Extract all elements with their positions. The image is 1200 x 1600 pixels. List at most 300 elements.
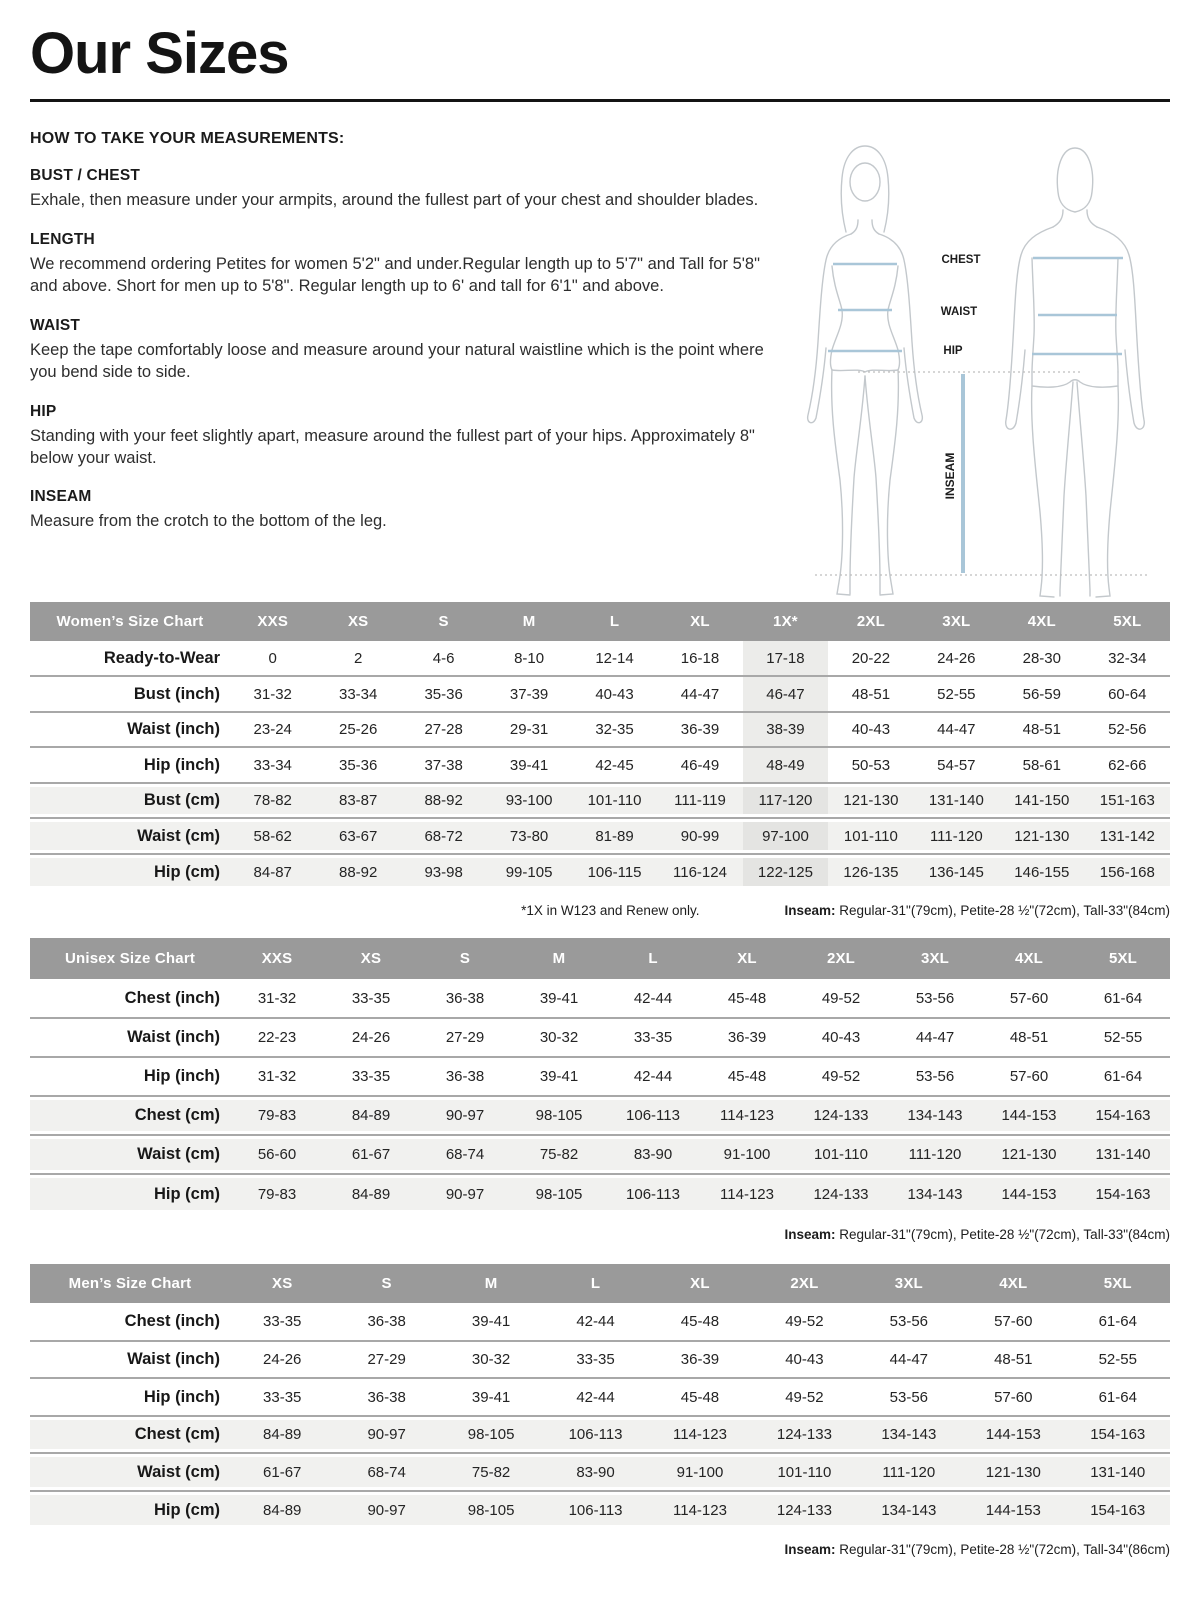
size-cell: 75-82 xyxy=(439,1453,543,1491)
size-cell: 45-48 xyxy=(680,1313,720,1331)
size-cell: 37-39 xyxy=(486,676,571,712)
size-cell: 49-52 xyxy=(785,1313,824,1331)
size-cell: 84-89 xyxy=(324,1174,418,1213)
size-cell: 98-105 xyxy=(439,1491,543,1529)
size-cell: 90-97 xyxy=(418,1174,512,1213)
size-cell: 46-49 xyxy=(657,747,742,783)
row-label: Bust (inch) xyxy=(30,676,230,712)
size-cell: 31-32 xyxy=(257,989,297,1007)
size-cell: 57-60 xyxy=(982,1057,1076,1096)
size-cell: 90-97 xyxy=(418,1096,512,1135)
size-cell: 98-105 xyxy=(512,1174,606,1213)
size-column-header: 3XL xyxy=(857,1264,961,1303)
section-heading-waist: WAIST xyxy=(30,316,81,334)
table-row xyxy=(30,1135,1170,1174)
size-column-header: XXS xyxy=(230,602,315,641)
section-body-inseam: Measure from the crotch to the bottom of the leg. xyxy=(30,512,387,531)
size-cell: 42-44 xyxy=(576,1313,615,1331)
size-cell: 33-35 xyxy=(263,1313,302,1331)
size-cell: 33-35 xyxy=(324,1057,418,1096)
size-cell: 144-153 xyxy=(982,1096,1076,1135)
table-title: Men’s Size Chart xyxy=(30,1264,230,1303)
row-label: Bust (cm) xyxy=(30,783,230,819)
size-cell: 56-59 xyxy=(999,676,1084,712)
footnote-inseam-men: Inseam: Regular-31"(79cm), Petite-28 ½"(72cm), Tall-34"(86cm) xyxy=(784,1542,1170,1558)
size-cell: 44-47 xyxy=(857,1341,961,1379)
size-cell: 91-100 xyxy=(700,1135,794,1174)
size-cell: 53-56 xyxy=(888,1057,982,1096)
size-column-header: 4XL xyxy=(999,602,1084,641)
size-cell: 124-133 xyxy=(794,1096,888,1135)
size-column-header: S xyxy=(418,938,512,979)
size-cell: 121-130 xyxy=(999,818,1084,854)
size-cell: 39-41 xyxy=(471,1313,511,1331)
size-cell: 57-60 xyxy=(994,1313,1033,1331)
size-cell: 121-130 xyxy=(828,783,913,819)
size-column-header: S xyxy=(334,1264,438,1303)
size-cell: 68-72 xyxy=(401,818,486,854)
size-cell: 126-135 xyxy=(828,854,913,890)
size-cell: 134-143 xyxy=(857,1491,961,1529)
hip-label: HIP xyxy=(943,344,963,357)
size-cell: 22-23 xyxy=(230,1018,324,1057)
size-cell: 134-143 xyxy=(888,1096,982,1135)
size-cell: 36-39 xyxy=(657,712,742,748)
size-cell: 27-29 xyxy=(418,1018,512,1057)
size-cell: 17-18 xyxy=(743,641,828,677)
size-cell: 68-74 xyxy=(334,1453,438,1491)
size-cell: 32-34 xyxy=(1108,649,1147,667)
size-cell: 60-64 xyxy=(1085,676,1170,712)
size-cell: 134-143 xyxy=(857,1416,961,1454)
size-cell: 106-113 xyxy=(606,1096,700,1135)
size-cell: 39-41 xyxy=(539,989,579,1007)
size-cell: 79-83 xyxy=(230,1096,324,1135)
size-cell: 122-125 xyxy=(743,854,828,890)
size-cell: 61-64 xyxy=(1098,1313,1137,1331)
size-cell: 31-32 xyxy=(230,1057,324,1096)
size-column-header: M xyxy=(486,602,571,641)
size-cell: 4-6 xyxy=(432,649,455,667)
size-cell: 84-89 xyxy=(230,1416,334,1454)
size-cell: 111-119 xyxy=(657,783,742,819)
size-cell: 106-113 xyxy=(543,1491,647,1529)
size-cell: 48-51 xyxy=(982,1018,1076,1057)
size-cell: 79-83 xyxy=(230,1174,324,1213)
size-cell: 20-22 xyxy=(851,649,891,667)
size-column-header: L xyxy=(543,1264,647,1303)
size-cell: 40-43 xyxy=(828,712,913,748)
size-cell: 23-24 xyxy=(230,712,315,748)
table-row xyxy=(30,1341,1170,1379)
size-cell: 36-38 xyxy=(445,989,485,1007)
dotted-guide-lines xyxy=(815,372,1148,575)
size-cell: 93-100 xyxy=(486,783,571,819)
row-label: Ready-to-Wear xyxy=(103,648,220,667)
size-cell: 106-115 xyxy=(572,854,657,890)
size-cell: 33-34 xyxy=(315,676,400,712)
row-label: Hip (cm) xyxy=(30,1491,230,1529)
size-cell: 48-51 xyxy=(999,712,1084,748)
table-header-row xyxy=(30,1264,1170,1303)
table-row xyxy=(30,747,1170,783)
table-row xyxy=(30,979,1170,1018)
section-body-length: We recommend ordering Petites for women 5'2" and under.Regular length up to 5'7" and Tall for 5'8" and above. Short for men up to 5'8". Regular length up to 6' and tall for 6'1" and above. xyxy=(30,254,760,295)
size-cell: 88-92 xyxy=(401,783,486,819)
size-cell: 33-35 xyxy=(351,989,391,1007)
size-cell: 52-55 xyxy=(1076,1018,1170,1057)
table-row xyxy=(30,854,1170,890)
size-cell: 111-120 xyxy=(914,818,999,854)
size-column-header: 2XL xyxy=(752,1264,856,1303)
table-row xyxy=(30,1416,1170,1454)
size-cell: 106-113 xyxy=(606,1174,700,1213)
size-cell: 48-51 xyxy=(828,676,913,712)
size-table xyxy=(30,1264,1170,1528)
row-label: Waist (inch) xyxy=(30,1341,230,1379)
size-cell: 90-97 xyxy=(334,1416,438,1454)
size-cell: 111-120 xyxy=(857,1453,961,1491)
table-row xyxy=(30,818,1170,854)
size-cell: 134-143 xyxy=(888,1174,982,1213)
size-cell: 35-36 xyxy=(315,747,400,783)
size-cell: 33-34 xyxy=(230,747,315,783)
size-cell: 36-38 xyxy=(334,1378,438,1416)
size-column-header: S xyxy=(401,602,486,641)
size-cell: 27-28 xyxy=(401,712,486,748)
row-label: Waist (cm) xyxy=(30,818,230,854)
size-cell: 61-64 xyxy=(1103,989,1143,1007)
size-cell: 106-113 xyxy=(543,1416,647,1454)
size-column-header: L xyxy=(606,938,700,979)
size-cell: 91-100 xyxy=(648,1453,752,1491)
how-to-heading: HOW TO TAKE YOUR MEASUREMENTS: xyxy=(30,129,345,147)
size-cell: 52-55 xyxy=(914,676,999,712)
title-divider xyxy=(30,99,1170,102)
size-cell: 101-110 xyxy=(828,818,913,854)
table-row xyxy=(30,1378,1170,1416)
size-cell: 124-133 xyxy=(752,1416,856,1454)
size-column-header: 5XL xyxy=(1085,602,1170,641)
size-cell: 117-120 xyxy=(743,783,828,819)
size-cell: 30-32 xyxy=(439,1341,543,1379)
size-cell: 121-130 xyxy=(982,1135,1076,1174)
size-table xyxy=(30,602,1170,890)
size-cell: 61-67 xyxy=(324,1135,418,1174)
size-cell: 28-30 xyxy=(1022,649,1061,667)
footnote-inseam-unisex: Inseam: Regular-31"(79cm), Petite-28 ½"(72cm), Tall-33"(84cm) xyxy=(784,1227,1170,1243)
size-cell: 154-163 xyxy=(1066,1416,1171,1454)
size-cell: 116-124 xyxy=(657,854,742,890)
size-cell: 24-26 xyxy=(324,1018,418,1057)
size-cell: 146-155 xyxy=(999,854,1084,890)
size-column-header: 5XL xyxy=(1076,938,1170,979)
size-cell: 144-153 xyxy=(961,1416,1065,1454)
size-cell: 121-130 xyxy=(961,1453,1065,1491)
size-cell: 0 xyxy=(268,649,277,667)
size-column-header: 3XL xyxy=(914,602,999,641)
size-cell: 61-64 xyxy=(1066,1378,1171,1416)
table-row xyxy=(30,1096,1170,1135)
row-label: Chest (cm) xyxy=(30,1416,230,1454)
row-label: Hip (inch) xyxy=(30,747,230,783)
size-cell: 39-41 xyxy=(512,1057,606,1096)
size-cell: 58-61 xyxy=(999,747,1084,783)
size-cell: 32-35 xyxy=(572,712,657,748)
size-cell: 73-80 xyxy=(486,818,571,854)
table-row xyxy=(30,1491,1170,1529)
table-row xyxy=(30,1303,1170,1341)
size-cell: 131-140 xyxy=(914,783,999,819)
size-cell: 62-66 xyxy=(1085,747,1170,783)
size-cell: 27-29 xyxy=(334,1341,438,1379)
size-column-header: 2XL xyxy=(828,602,913,641)
size-cell: 36-38 xyxy=(418,1057,512,1096)
size-cell: 39-41 xyxy=(439,1378,543,1416)
size-cell: 42-44 xyxy=(543,1378,647,1416)
size-cell: 111-120 xyxy=(888,1135,982,1174)
size-column-header: XL xyxy=(700,938,794,979)
size-cell: 57-60 xyxy=(961,1378,1065,1416)
size-cell: 52-56 xyxy=(1085,712,1170,748)
size-cell: 84-87 xyxy=(230,854,315,890)
size-cell: 131-142 xyxy=(1085,818,1170,854)
row-label: Hip (inch) xyxy=(30,1057,230,1096)
size-cell: 49-52 xyxy=(752,1378,856,1416)
table-header-row xyxy=(30,602,1170,641)
size-cell: 114-123 xyxy=(700,1174,794,1213)
size-cell: 53-56 xyxy=(857,1378,961,1416)
size-cell: 8-10 xyxy=(514,649,545,667)
size-column-header: 2XL xyxy=(794,938,888,979)
size-cell: 151-163 xyxy=(1085,783,1170,819)
section-heading-length: LENGTH xyxy=(30,230,95,248)
table-title: Unisex Size Chart xyxy=(30,938,230,979)
size-cell: 98-105 xyxy=(439,1416,543,1454)
size-cell: 36-38 xyxy=(367,1313,406,1331)
size-cell: 83-87 xyxy=(315,783,400,819)
size-cell: 61-64 xyxy=(1076,1057,1170,1096)
size-cell: 154-163 xyxy=(1076,1096,1170,1135)
row-label: Hip (inch) xyxy=(30,1378,230,1416)
size-cell: 114-123 xyxy=(700,1096,794,1135)
size-cell: 36-39 xyxy=(648,1341,752,1379)
size-cell: 2 xyxy=(354,649,363,667)
size-cell: 29-31 xyxy=(486,712,571,748)
size-column-header: 5XL xyxy=(1066,1264,1171,1303)
row-label: Waist (inch) xyxy=(30,1018,230,1057)
size-cell: 42-44 xyxy=(606,1057,700,1096)
row-label: Chest (cm) xyxy=(30,1096,230,1135)
unisex-size-chart xyxy=(30,938,1170,1213)
size-cell: 83-90 xyxy=(543,1453,647,1491)
size-cell: 63-67 xyxy=(315,818,400,854)
table-row xyxy=(30,641,1170,677)
row-label: Chest (inch) xyxy=(124,988,220,1007)
size-cell: 124-133 xyxy=(794,1174,888,1213)
size-cell: 44-47 xyxy=(888,1018,982,1057)
size-cell: 33-35 xyxy=(606,1018,700,1057)
measurement-diagram xyxy=(770,120,1170,600)
size-cell: 52-55 xyxy=(1066,1341,1171,1379)
size-cell: 144-153 xyxy=(982,1174,1076,1213)
size-cell: 42-45 xyxy=(572,747,657,783)
size-cell: 33-35 xyxy=(543,1341,647,1379)
size-cell: 38-39 xyxy=(743,712,828,748)
mens-size-chart xyxy=(30,1264,1170,1528)
size-cell: 37-38 xyxy=(401,747,486,783)
section-body-bust-chest: Exhale, then measure under your armpits, around the fullest part of your chest and shoulder blades. xyxy=(30,190,759,209)
mens-table-footnote xyxy=(30,1542,1170,1557)
table-row xyxy=(30,783,1170,819)
size-cell: 68-74 xyxy=(418,1135,512,1174)
inseam-label: INSEAM xyxy=(943,452,957,500)
size-cell: 78-82 xyxy=(230,783,315,819)
size-cell: 136-145 xyxy=(914,854,999,890)
size-cell: 141-150 xyxy=(999,783,1084,819)
size-column-header: 4XL xyxy=(982,938,1076,979)
size-cell: 24-26 xyxy=(937,649,976,667)
size-cell: 84-89 xyxy=(324,1096,418,1135)
size-cell: 50-53 xyxy=(828,747,913,783)
size-cell: 31-32 xyxy=(230,676,315,712)
size-cell: 12-14 xyxy=(595,649,634,667)
size-cell: 49-52 xyxy=(794,1057,888,1096)
size-cell: 46-47 xyxy=(743,676,828,712)
size-cell: 48-49 xyxy=(743,747,828,783)
size-cell: 156-168 xyxy=(1085,854,1170,890)
table-title: Women’s Size Chart xyxy=(30,602,230,641)
size-cell: 45-48 xyxy=(727,989,767,1007)
size-cell: 75-82 xyxy=(512,1135,606,1174)
size-cell: 30-32 xyxy=(512,1018,606,1057)
size-cell: 53-56 xyxy=(889,1313,929,1331)
size-cell: 40-43 xyxy=(752,1341,856,1379)
footnote-inseam-women: Inseam: Regular-31"(79cm), Petite-28 ½"(72cm), Tall-33"(84cm) xyxy=(784,903,1170,919)
size-cell: 33-35 xyxy=(230,1378,334,1416)
size-cell: 56-60 xyxy=(230,1135,324,1174)
table-row xyxy=(30,1057,1170,1096)
chest-label: CHEST xyxy=(941,253,981,266)
size-column-header: XS xyxy=(230,1264,334,1303)
size-cell: 131-140 xyxy=(1076,1135,1170,1174)
measurement-instructions-section xyxy=(30,130,1170,602)
size-cell: 83-90 xyxy=(606,1135,700,1174)
size-cell: 39-41 xyxy=(486,747,571,783)
size-cell: 36-39 xyxy=(700,1018,794,1057)
size-cell: 16-18 xyxy=(680,649,720,667)
size-column-header: 1X* xyxy=(743,602,828,641)
instructions-text-column xyxy=(30,130,770,534)
size-column-header: XS xyxy=(324,938,418,979)
section-heading-hip: HIP xyxy=(30,402,57,420)
size-cell: 54-57 xyxy=(914,747,999,783)
size-cell: 58-62 xyxy=(230,818,315,854)
size-column-header: XL xyxy=(648,1264,752,1303)
size-cell: 49-52 xyxy=(821,989,861,1007)
size-cell: 45-48 xyxy=(648,1378,752,1416)
table-row xyxy=(30,1453,1170,1491)
row-label: Waist (cm) xyxy=(30,1453,230,1491)
size-cell: 42-44 xyxy=(633,989,673,1007)
size-cell: 44-47 xyxy=(657,676,742,712)
size-cell: 114-123 xyxy=(648,1491,752,1529)
size-cell: 114-123 xyxy=(648,1416,752,1454)
womens-size-chart xyxy=(30,602,1170,890)
size-cell: 97-100 xyxy=(743,818,828,854)
footnote-1x-note: *1X in W123 and Renew only. xyxy=(521,903,700,919)
section-body-waist: Keep the tape comfortably loose and measure around your natural waistline which is the point where you bend side to side. xyxy=(30,340,764,381)
row-label: Hip (cm) xyxy=(30,1174,230,1213)
size-cell: 44-47 xyxy=(914,712,999,748)
size-cell: 99-105 xyxy=(486,854,571,890)
row-label: Waist (inch) xyxy=(30,712,230,748)
row-label: Waist (cm) xyxy=(30,1135,230,1174)
size-cell: 90-99 xyxy=(657,818,742,854)
table-row xyxy=(30,676,1170,712)
size-cell: 93-98 xyxy=(401,854,486,890)
size-cell: 53-56 xyxy=(915,989,955,1007)
size-column-header: XXS xyxy=(230,938,324,979)
size-column-header: M xyxy=(439,1264,543,1303)
table-header-row xyxy=(30,938,1170,979)
section-heading-inseam: INSEAM xyxy=(30,488,92,506)
size-cell: 35-36 xyxy=(401,676,486,712)
size-column-header: L xyxy=(572,602,657,641)
size-cell: 131-140 xyxy=(1066,1453,1171,1491)
size-cell: 101-110 xyxy=(752,1453,856,1491)
row-label: Chest (inch) xyxy=(124,1312,220,1331)
size-cell: 154-163 xyxy=(1066,1491,1171,1529)
size-cell: 84-89 xyxy=(230,1491,334,1529)
table-row xyxy=(30,1174,1170,1213)
size-cell: 88-92 xyxy=(315,854,400,890)
size-cell: 101-110 xyxy=(794,1135,888,1174)
section-heading-bust-chest: BUST / CHEST xyxy=(30,166,141,184)
size-cell: 25-26 xyxy=(315,712,400,748)
size-cell: 48-51 xyxy=(961,1341,1065,1379)
unisex-table-footnote xyxy=(30,1227,1170,1242)
size-cell: 154-163 xyxy=(1076,1174,1170,1213)
section-body-hip: Standing with your feet slightly apart, measure around the fullest part of your hips. Approximately 8" below your waist. xyxy=(30,426,755,467)
size-table xyxy=(30,938,1170,1213)
size-column-header: XS xyxy=(315,602,400,641)
waist-label: WAIST xyxy=(940,305,978,318)
table-row xyxy=(30,1018,1170,1057)
size-cell: 81-89 xyxy=(572,818,657,854)
size-cell: 40-43 xyxy=(794,1018,888,1057)
size-column-header: M xyxy=(512,938,606,979)
row-label: Hip (cm) xyxy=(30,854,230,890)
table-row xyxy=(30,712,1170,748)
body-measurement-illustration xyxy=(770,120,1170,600)
size-cell: 144-153 xyxy=(961,1491,1065,1529)
size-cell: 40-43 xyxy=(572,676,657,712)
size-cell: 24-26 xyxy=(230,1341,334,1379)
size-cell: 61-67 xyxy=(230,1453,334,1491)
size-cell: 101-110 xyxy=(572,783,657,819)
page-title: Our Sizes xyxy=(30,21,289,86)
size-column-header: 4XL xyxy=(961,1264,1065,1303)
size-column-header: 3XL xyxy=(888,938,982,979)
size-cell: 90-97 xyxy=(334,1491,438,1529)
size-cell: 98-105 xyxy=(512,1096,606,1135)
size-cell: 124-133 xyxy=(752,1491,856,1529)
size-column-header: XL xyxy=(657,602,742,641)
size-cell: 57-60 xyxy=(1009,989,1049,1007)
size-cell: 45-48 xyxy=(700,1057,794,1096)
womens-table-footnote xyxy=(30,903,1170,918)
